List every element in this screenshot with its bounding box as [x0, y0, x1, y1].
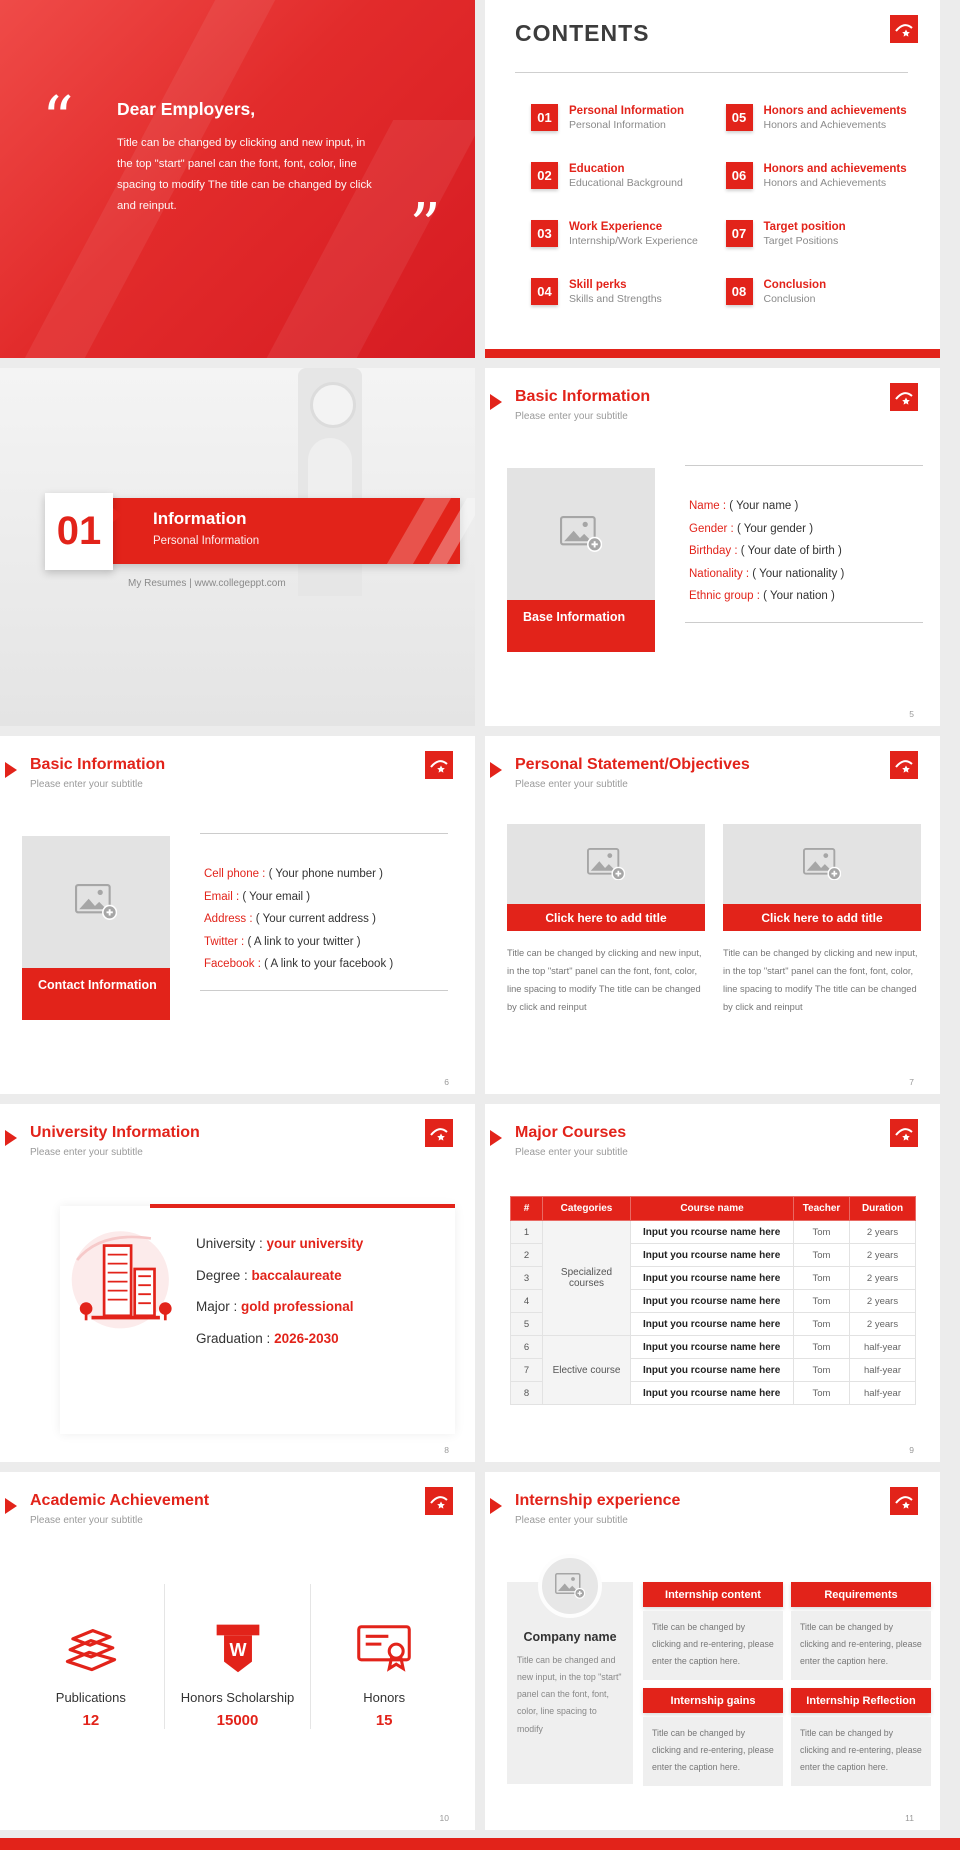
- books-icon: [18, 1590, 164, 1674]
- duration-cell: 2 years: [850, 1244, 916, 1267]
- stat-honors: [310, 1584, 457, 1729]
- company-name: Company name: [523, 1630, 617, 1644]
- section-banner: [106, 498, 460, 564]
- close-quote-icon: ”: [409, 189, 441, 262]
- brand-logo-icon: [425, 1487, 453, 1515]
- course-name-cell[interactable]: Input you rcourse name here: [631, 1221, 794, 1244]
- svg-text:W: W: [228, 1639, 247, 1660]
- duration-cell: half-year: [850, 1382, 916, 1405]
- toc-item-title: Conclusion: [763, 279, 827, 291]
- teacher-cell: Tom: [794, 1244, 850, 1267]
- page-number: 8: [444, 1445, 449, 1455]
- slide-university-information: [0, 1104, 475, 1462]
- slide-title: Basic Information: [30, 756, 166, 773]
- header-arrow-icon: [490, 1130, 502, 1146]
- brand-logo-icon: [890, 15, 918, 43]
- basic-info-fields: [689, 500, 844, 613]
- block-header: Requirements: [791, 1582, 931, 1607]
- page-number: 6: [444, 1077, 449, 1087]
- photo-placeholder[interactable]: [507, 468, 655, 600]
- image-placeholder[interactable]: [507, 824, 705, 904]
- page-number: 9: [909, 1445, 914, 1455]
- company-logo-placeholder[interactable]: [538, 1554, 602, 1618]
- header-arrow-icon: [5, 762, 17, 778]
- toc-number-badge: 02: [531, 162, 558, 189]
- slide-title: Personal Statement/Objectives: [515, 756, 750, 773]
- cover-body-text: Title can be changed by clicking and new input, in the top "start" panel can the font, font, color, line spacing to modify The title can be changed by click and reinput.: [117, 137, 372, 212]
- achievement-stats: [18, 1584, 457, 1729]
- add-image-icon: [803, 848, 841, 880]
- slide-title: Academic Achievement: [30, 1492, 210, 1509]
- slide-major-courses: [485, 1104, 940, 1462]
- slide-title: Basic Information: [515, 388, 651, 405]
- slide-contact-information: [0, 736, 475, 1094]
- toc-item-subtitle: Target Positions: [763, 235, 839, 247]
- row-num: 4: [511, 1290, 543, 1313]
- teacher-cell: Tom: [794, 1336, 850, 1359]
- stat-value: 12: [82, 1712, 100, 1729]
- add-image-icon: [560, 516, 602, 552]
- row-num: 8: [511, 1382, 543, 1405]
- field-row: Gender : ( Your gender ): [689, 522, 814, 535]
- toc-item-subtitle: Honors and Achievements: [763, 119, 887, 131]
- toc-number-badge: 05: [726, 104, 753, 131]
- statement-card: [723, 824, 921, 1017]
- brand-logo-icon: [890, 383, 918, 411]
- divider: [515, 72, 908, 73]
- toc-item-title: Honors and achievements: [763, 163, 907, 175]
- toc-item-05[interactable]: [726, 104, 921, 162]
- field-row: Email : ( Your email ): [204, 890, 311, 903]
- contact-information-label: Contact Information: [22, 968, 170, 1020]
- toc-number-badge: 08: [726, 278, 753, 305]
- contents-title: CONTENTS: [515, 20, 650, 46]
- toc-item-02[interactable]: [531, 162, 726, 220]
- add-image-icon: [555, 1573, 585, 1599]
- header-arrow-icon: [5, 1130, 17, 1146]
- course-name-cell[interactable]: Input you rcourse name here: [631, 1313, 794, 1336]
- field-row: Degree : baccalaureate: [196, 1267, 342, 1283]
- section-title: Information: [153, 509, 247, 528]
- block-header: Internship gains: [643, 1688, 783, 1713]
- course-name-cell[interactable]: Input you rcourse name here: [631, 1382, 794, 1405]
- course-name-cell[interactable]: Input you rcourse name here: [631, 1290, 794, 1313]
- course-name-cell[interactable]: Input you rcourse name here: [631, 1359, 794, 1382]
- toc-number-badge: 03: [531, 220, 558, 247]
- stat-publications: [18, 1584, 164, 1729]
- certificate-icon: [311, 1590, 457, 1674]
- table-row: [511, 1336, 916, 1359]
- toc-number-badge: 01: [531, 104, 558, 131]
- table-header-row: [511, 1197, 916, 1221]
- header-duration: Duration: [850, 1197, 916, 1221]
- block-header: Internship Reflection: [791, 1688, 931, 1713]
- block-caption[interactable]: Title can be changed by clicking and re-entering, please enter the caption here.: [643, 1717, 783, 1786]
- teacher-cell: Tom: [794, 1359, 850, 1382]
- contact-info-fields: [204, 868, 393, 981]
- slide-cover: [0, 0, 475, 358]
- brand-logo-icon: [890, 1119, 918, 1147]
- add-image-icon: [587, 848, 625, 880]
- cover-title: Dear Employers,: [117, 99, 256, 119]
- photo-placeholder[interactable]: [22, 836, 170, 968]
- brand-logo-icon: [425, 1119, 453, 1147]
- add-title-button[interactable]: Click here to add title: [507, 904, 705, 931]
- page-number: 10: [439, 1813, 449, 1823]
- slide-section-01: [0, 368, 475, 726]
- divider: [685, 465, 923, 466]
- statement-body-text: Title can be changed by clicking and new input, in the top "start" panel can the font, font, color, line spacing to modify The title can be changed by click and reinput: [507, 948, 702, 1013]
- slide-subtitle: Please enter your subtitle: [30, 779, 143, 790]
- university-illustration: [64, 1224, 182, 1337]
- toc-item-title: Skill perks: [569, 279, 627, 291]
- slide-title: Major Courses: [515, 1124, 627, 1141]
- block-header: Internship content: [643, 1582, 783, 1607]
- university-fields: [196, 1236, 363, 1362]
- field-row: Name : ( Your name ): [689, 500, 799, 512]
- section-subtitle: Personal Information: [153, 535, 260, 547]
- duration-cell: 2 years: [850, 1313, 916, 1336]
- brand-logo-icon: [890, 1487, 918, 1515]
- header-num: #: [511, 1197, 543, 1221]
- header-course-name: Course name: [631, 1197, 794, 1221]
- row-num: 6: [511, 1336, 543, 1359]
- slide-academic-achievement: [0, 1472, 475, 1830]
- statement-card: [507, 824, 705, 1017]
- slide-subtitle: Please enter your subtitle: [515, 411, 628, 422]
- field-row: University : your university: [196, 1236, 364, 1251]
- toc-item-07[interactable]: [726, 220, 921, 278]
- accent-bar: [485, 349, 940, 358]
- course-name-cell[interactable]: Input you rcourse name here: [631, 1336, 794, 1359]
- teacher-cell: Tom: [794, 1382, 850, 1405]
- toc-number-badge: 06: [726, 162, 753, 189]
- stat-value: 15000: [216, 1712, 259, 1729]
- accent-line: [150, 1204, 455, 1208]
- footer-accent-bar: [0, 1838, 960, 1850]
- field-row: Nationality : ( Your nationality ): [689, 567, 845, 580]
- statement-body-text: Title can be changed by clicking and new input, in the top "start" panel can the font, font, color, line spacing to modify The title can be changed by click and reinput: [723, 948, 918, 1013]
- brand-logo-icon: [425, 751, 453, 779]
- teacher-cell: Tom: [794, 1313, 850, 1336]
- toc-item-subtitle: Skills and Strengths: [569, 293, 662, 305]
- slide-personal-statement: [485, 736, 940, 1094]
- toc-item-06[interactable]: [726, 162, 921, 220]
- page-number: 11: [905, 1813, 914, 1823]
- toc-item-title: Education: [569, 163, 625, 175]
- duration-cell: half-year: [850, 1359, 916, 1382]
- scholarship-medal-icon: [165, 1590, 311, 1674]
- toc-item-title: Personal Information: [569, 105, 685, 117]
- slide-basic-information: [485, 368, 940, 726]
- row-num: 2: [511, 1244, 543, 1267]
- toc-item-subtitle: Honors and Achievements: [763, 177, 887, 189]
- internship-reflection-block: [791, 1688, 931, 1786]
- page-number: 7: [909, 1077, 914, 1087]
- slide-title: University Information: [30, 1124, 200, 1141]
- divider: [200, 833, 448, 834]
- section-number: 01: [56, 509, 102, 553]
- image-placeholder[interactable]: [723, 824, 921, 904]
- field-row: Facebook : ( A link to your facebook ): [204, 958, 394, 970]
- teacher-cell: Tom: [794, 1267, 850, 1290]
- header-categories: Categories: [543, 1197, 631, 1221]
- base-information-label: Base Information: [507, 600, 655, 652]
- add-image-icon: [75, 884, 117, 920]
- toc-item-subtitle: Conclusion: [763, 293, 816, 305]
- duration-cell: 2 years: [850, 1290, 916, 1313]
- stat-label: Honors Scholarship: [180, 1690, 295, 1705]
- teacher-cell: Tom: [794, 1290, 850, 1313]
- field-row: Birthday : ( Your date of birth ): [689, 545, 842, 557]
- stat-label: Honors: [363, 1690, 406, 1705]
- section-footer: My Resumes | www.collegeppt.com: [128, 578, 286, 589]
- banner-notch: [113, 508, 122, 522]
- toc-item-subtitle: Internship/Work Experience: [569, 235, 698, 247]
- duration-cell: 2 years: [850, 1267, 916, 1290]
- toc-item-title: Work Experience: [569, 221, 663, 233]
- stat-honors-scholarship: [164, 1584, 311, 1729]
- header-arrow-icon: [490, 762, 502, 778]
- field-row: Ethnic group : ( Your nation ): [689, 590, 835, 602]
- duration-cell: 2 years: [850, 1221, 916, 1244]
- divider: [685, 622, 923, 623]
- header-arrow-icon: [5, 1498, 17, 1514]
- company-card: [507, 1582, 633, 1784]
- toc-item-08[interactable]: [726, 278, 921, 336]
- block-caption[interactable]: Title can be changed by clicking and re-entering, please enter the caption here.: [643, 1611, 783, 1680]
- slide-subtitle: Please enter your subtitle: [515, 779, 628, 790]
- toc-item-subtitle: Personal Information: [569, 119, 666, 131]
- company-description: Title can be changed and new input, in the top "start" panel can the font, font, color, line spacing to modify: [517, 1655, 622, 1734]
- requirements-block: [791, 1582, 931, 1680]
- brand-logo-icon: [890, 751, 918, 779]
- category-cell: Elective course: [543, 1336, 631, 1405]
- field-row: Twitter : ( A link to your twitter ): [204, 935, 361, 948]
- header-arrow-icon: [490, 394, 502, 410]
- duration-cell: half-year: [850, 1336, 916, 1359]
- field-row: Address : ( Your current address ): [204, 913, 376, 925]
- row-num: 3: [511, 1267, 543, 1290]
- block-caption[interactable]: Title can be changed by clicking and re-entering, please enter the caption here.: [791, 1717, 931, 1786]
- page-number: 5: [909, 709, 914, 719]
- toc-number-badge: 07: [726, 220, 753, 247]
- row-num: 5: [511, 1313, 543, 1336]
- slide-subtitle: Please enter your subtitle: [30, 1147, 143, 1158]
- toc-number-badge: 04: [531, 278, 558, 305]
- row-num: 7: [511, 1359, 543, 1382]
- slide-internship-experience: [485, 1472, 940, 1830]
- teacher-cell: Tom: [794, 1221, 850, 1244]
- toc-item-01[interactable]: [531, 104, 726, 162]
- open-quote-icon: “: [42, 82, 74, 155]
- category-cell: Specialized courses: [543, 1221, 631, 1336]
- courses-table: [510, 1196, 916, 1405]
- toc-item-title: Target position: [763, 221, 846, 233]
- table-of-contents: [531, 104, 920, 336]
- slide-subtitle: Please enter your subtitle: [515, 1515, 628, 1526]
- course-name-cell[interactable]: Input you rcourse name here: [631, 1244, 794, 1267]
- header-teacher: Teacher: [794, 1197, 850, 1221]
- header-arrow-icon: [490, 1498, 502, 1514]
- course-name-cell[interactable]: Input you rcourse name here: [631, 1267, 794, 1290]
- divider: [200, 990, 448, 991]
- toc-item-04[interactable]: [531, 278, 726, 336]
- block-caption[interactable]: Title can be changed by clicking and re-entering, please enter the caption here.: [791, 1611, 931, 1680]
- field-row: Major : gold professional: [196, 1299, 354, 1314]
- stat-value: 15: [375, 1712, 393, 1729]
- internship-gains-block: [643, 1688, 783, 1786]
- toc-item-03[interactable]: [531, 220, 726, 278]
- stat-label: Publications: [55, 1690, 126, 1705]
- slide-subtitle: Please enter your subtitle: [30, 1515, 143, 1526]
- slide-title: Internship experience: [515, 1492, 681, 1509]
- slide-subtitle: Please enter your subtitle: [515, 1147, 628, 1158]
- slide-contents: [485, 0, 940, 358]
- toc-item-subtitle: Educational Background: [569, 177, 683, 189]
- add-title-button[interactable]: Click here to add title: [723, 904, 921, 931]
- section-number-box: [45, 493, 113, 570]
- table-row: [511, 1221, 916, 1244]
- field-row: Graduation : 2026-2030: [196, 1330, 339, 1346]
- field-row: Cell phone : ( Your phone number ): [204, 868, 384, 880]
- internship-content-block: [643, 1582, 783, 1680]
- toc-item-title: Honors and achievements: [763, 105, 907, 117]
- row-num: 1: [511, 1221, 543, 1244]
